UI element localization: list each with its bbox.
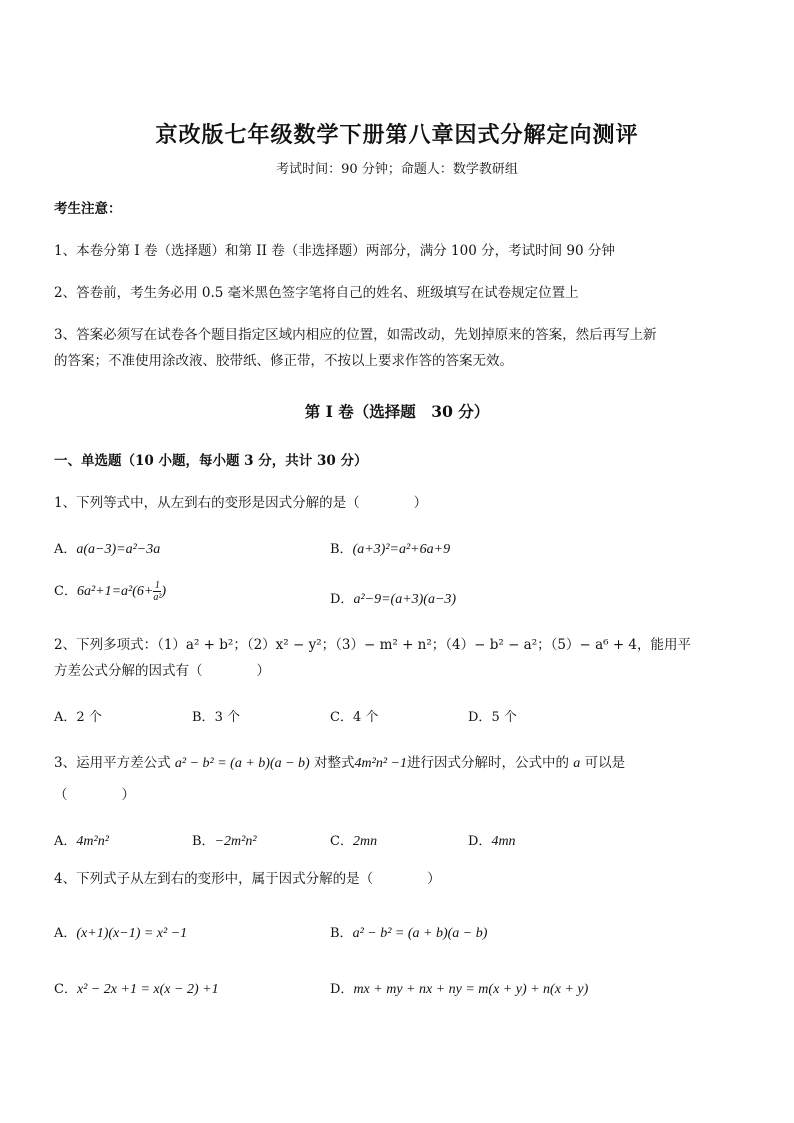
option-label: D． [468,710,492,725]
option-text: 4mn [491,834,516,849]
question-3-option-b[interactable] [192,830,257,850]
question-2-stem: 2、下列多项式：（1）a² + b²；（2）x² − y²；（3）− m² + n²；（4）− b² − a²；（5）− a⁶ + 4，能用平 [54,637,692,653]
option-text: 4m²n² [76,834,109,849]
option-text: 5 个 [491,710,517,725]
question-3-option-a[interactable] [54,830,109,850]
question-3-stem-cont: （ ） [54,787,135,803]
option-label: C． [330,710,353,725]
option-text: 2mn [352,834,378,849]
part-title: 一、单选题（10 小题，每小题 3 分，共计 30 分） [54,453,368,469]
option-text-end: ) [161,584,167,599]
page-title: 京改版七年级数学下册第八章因式分解定向测评 [155,122,639,148]
option-text: a(a−3)=a²−3a [76,542,161,557]
option-text: x² − 2x +1 = x(x − 2) +1 [76,982,219,997]
option-text: 3 个 [214,710,240,725]
question-4-option-a[interactable] [54,922,187,942]
option-label: A． [54,834,77,849]
option-text: 2 个 [76,710,102,725]
option-text: a² − b² = (a + b)(a − b) [352,926,488,941]
expression: 4m²n² −1 [354,756,407,771]
question-2-option-a[interactable] [54,706,102,725]
fraction-numerator: 1 [154,580,160,591]
question-1-stem: 1、下列等式中，从左到右的变形是因式分解的是（ ） [54,495,428,511]
question-2-option-d[interactable] [468,706,517,725]
question-1-option-b[interactable] [330,538,450,558]
question-1-option-a[interactable] [54,538,160,558]
option-text: 6a²+1=a²(6+ [76,584,154,599]
option-label: D． [330,592,354,607]
formula: a² − b² = (a + b)(a − b) [174,756,310,771]
variable: a [573,756,581,771]
option-text: mx + my + nx + ny = m(x + y) + n(x + y) [353,982,589,997]
option-label: B． [192,710,215,725]
question-1-option-c[interactable] [54,580,166,603]
notice-item-2: 2、答卷前，考生务必用 0.5 毫米黑色签字笔将自己的姓名、班级填写在试卷规定位置上 [54,285,579,301]
stem-text: 进行因式分解时，公式中的 [406,755,569,771]
question-3-option-d[interactable] [468,830,516,850]
stem-text: 可以是 [584,755,626,771]
stem-text: 对整式 [314,755,355,771]
option-label: C． [330,834,353,849]
option-text: (a+3)²=a²+6a+9 [352,542,451,557]
option-text: −2m²n² [214,834,257,849]
question-4-option-c[interactable] [54,978,219,998]
option-label: B． [330,542,353,557]
question-3-option-c[interactable] [330,830,377,850]
question-3-stem [54,750,744,777]
question-2-option-c[interactable] [330,706,378,725]
section-title: 第 I 卷（选择题 30 分） [304,402,490,421]
option-text: (x+1)(x−1) = x² −1 [76,926,188,941]
option-label: A． [54,542,77,557]
question-2-option-b[interactable] [192,706,240,725]
notice-item-3: 3、答案必须写在试卷各个题目指定区域内相应的位置，如需改动，先划掉原来的答案，然后再写上新 [54,327,657,343]
question-2-stem-cont: 方差公式分解的因式有（ ） [54,663,270,679]
option-label: C． [54,982,77,997]
option-label: A． [54,710,77,725]
option-text: a²−9=(a+3)(a−3) [353,592,457,607]
option-label: B． [330,926,353,941]
question-4-option-b[interactable] [330,922,487,942]
page-subtitle: 考试时间：90 分钟；命题人：数学教研组 [276,162,518,177]
stem-text: 3、运用平方差公式 [54,755,171,771]
notice-item-1: 1、本卷分第 I 卷（选择题）和第 II 卷（非选择题）两部分，满分 100 分，考试时间 90 分钟 [54,243,615,259]
question-4-option-d[interactable] [330,978,588,998]
option-text: 4 个 [352,710,379,725]
option-label: D． [330,982,354,997]
option-label: C． [54,584,77,599]
option-label: B． [192,834,215,849]
notice-item-3-cont: 的答案；不准使用涂改液、胶带纸、修正带，不按以上要求作答的答案无效。 [54,353,513,369]
question-1-option-d[interactable] [330,588,456,608]
option-label: A． [54,926,77,941]
question-4-stem: 4、下列式子从左到右的变形中，属于因式分解的是（ ） [54,871,441,887]
notice-heading: 考生注意： [54,201,122,217]
fraction-denominator: a² [153,592,162,603]
option-label: D． [468,834,492,849]
